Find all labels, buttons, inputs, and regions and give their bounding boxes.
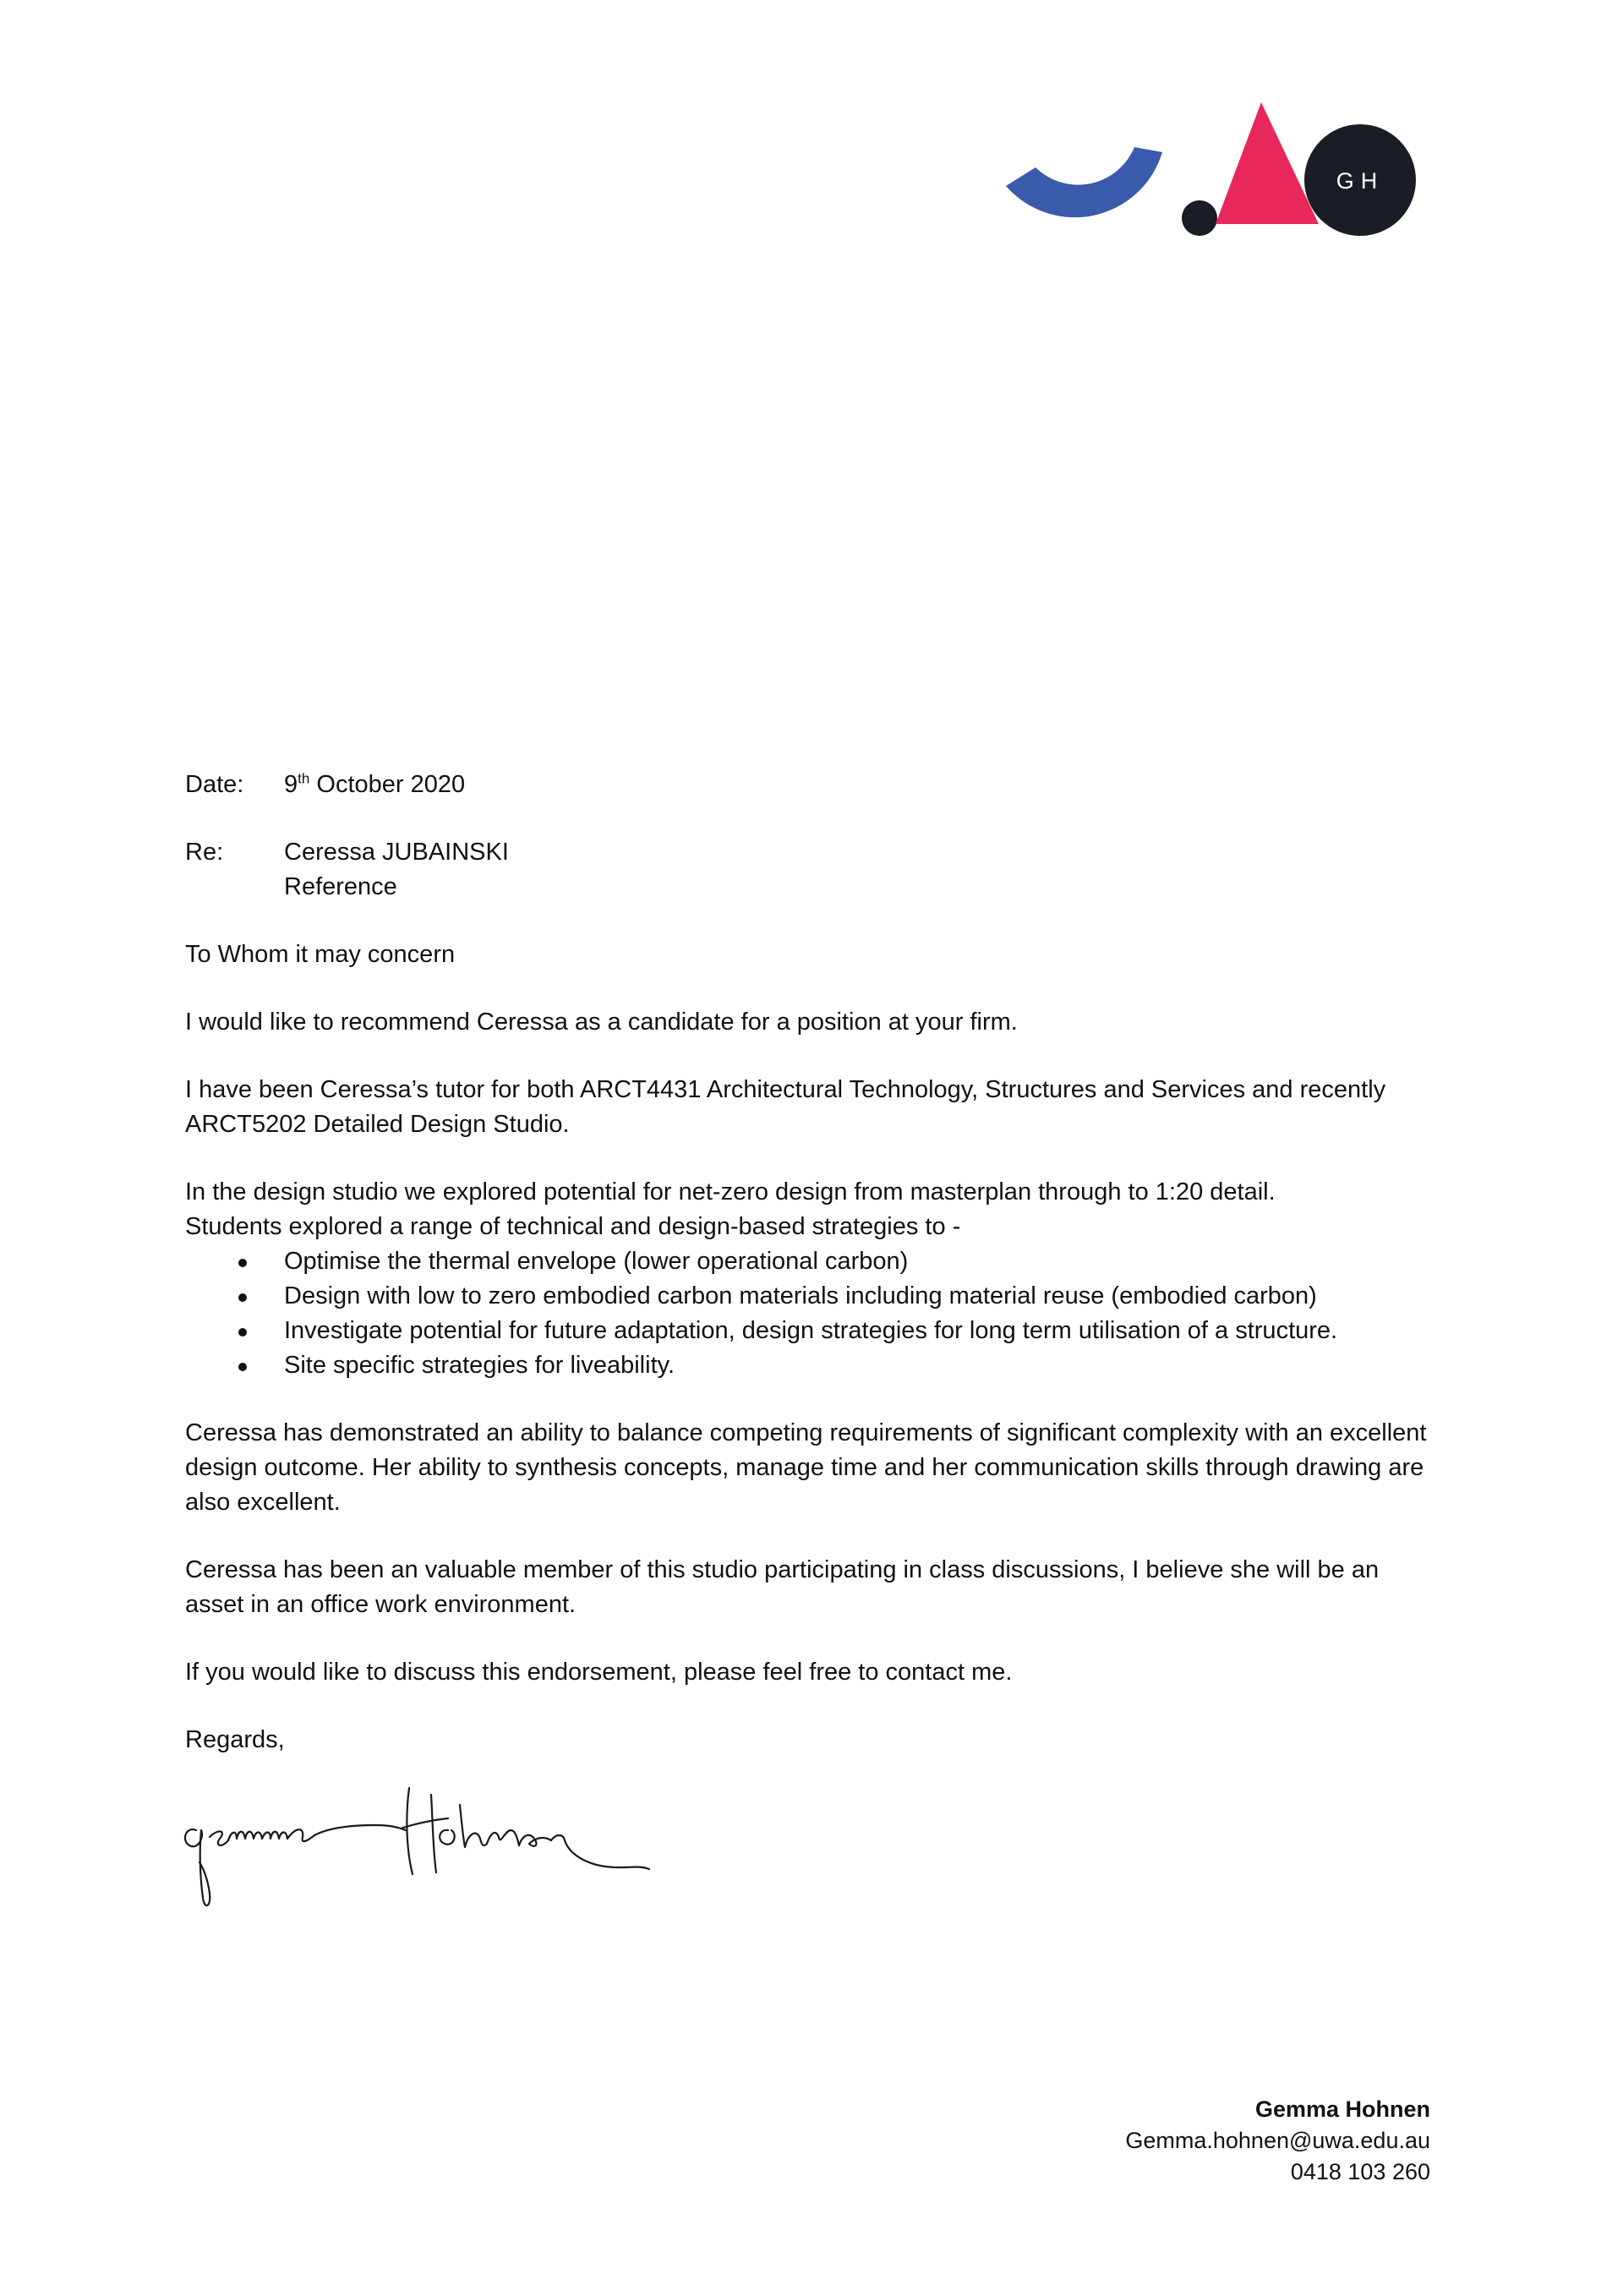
paragraph-tutor: I have been Ceressa’s tutor for both ARCT4431 Architectural Technology, Structures and Services and recently ARCT5202 Detailed Design Studio. <box>185 1076 1386 1138</box>
contact-name: Gemma Hohnen <box>1254 2096 1430 2122</box>
list-item-text: Optimise the thermal envelope (lower operational carbon) <box>284 1248 909 1275</box>
paragraph-studio-line2: Students explored a range of technical and design-based strategies to - <box>185 1213 961 1240</box>
handwritten-signature <box>179 1779 703 1923</box>
bullet-icon <box>238 1259 247 1267</box>
logo-triangle-shape <box>1216 102 1319 224</box>
contact-email[interactable]: Gemma.hohnen@uwa.edu.au <box>1125 2128 1430 2153</box>
list-item <box>185 1348 1436 1383</box>
list-item-text: Design with low to zero embodied carbon materials including material reuse (embodied carbon) <box>284 1282 1317 1309</box>
salutation: To Whom it may concern <box>185 941 456 968</box>
logo-initials: GH <box>1336 168 1385 194</box>
list-item-text: Site specific strategies for liveability. <box>284 1352 675 1379</box>
list-item <box>185 1279 1436 1314</box>
paragraph-member: Ceressa has been an valuable member of this studio participating in class discussions, I believe she will be an asset in an office work environment. <box>185 1556 1380 1618</box>
paragraph-ability: Ceressa has demonstrated an ability to balance competing requirements of significant complexity with an excellent design outcome. Her ability to synthesis concepts, manage time and her communication skills through drawing are also excellent. <box>185 1419 1427 1516</box>
list-item-text: Investigate potential for future adaptation, design strategies for long term utilisation of a structure. <box>284 1317 1338 1344</box>
bullet-icon <box>238 1328 247 1337</box>
date-rest: October 2020 <box>309 771 466 798</box>
logo-dot-shape <box>1182 200 1217 236</box>
date-day: 9 <box>284 771 298 798</box>
closing: Regards, <box>185 1726 285 1753</box>
date-suffix: th <box>298 770 310 787</box>
list-item <box>185 1314 1436 1348</box>
paragraph-recommendation: I would like to recommend Ceressa as a candidate for a position at your firm. <box>185 1009 1018 1036</box>
gh-logo <box>1006 93 1429 262</box>
bullet-icon <box>238 1363 247 1371</box>
re-type: Reference <box>284 873 397 900</box>
contact-block <box>1125 2094 1430 2188</box>
date-row <box>185 768 1436 802</box>
bullet-icon <box>238 1293 247 1302</box>
date-value <box>284 768 1436 802</box>
re-value <box>284 835 1436 905</box>
paragraph-studio-line1: In the design studio we explored potential for net-zero design from masterplan through to 1:20 detail. <box>185 1178 1276 1205</box>
paragraph-contact: If you would like to discuss this endorsement, please feel free to contact me. <box>185 1659 1013 1686</box>
list-item <box>185 1244 1436 1279</box>
letter-body <box>185 768 1436 1758</box>
logo-arc-shape <box>1006 147 1162 217</box>
strategy-list <box>185 1244 1436 1383</box>
re-subject: Ceressa JUBAINSKI <box>284 839 509 866</box>
re-label: Re: <box>185 839 224 866</box>
date-label: Date: <box>185 771 244 798</box>
contact-phone: 0418 103 260 <box>1290 2159 1430 2184</box>
re-row <box>185 835 1436 905</box>
